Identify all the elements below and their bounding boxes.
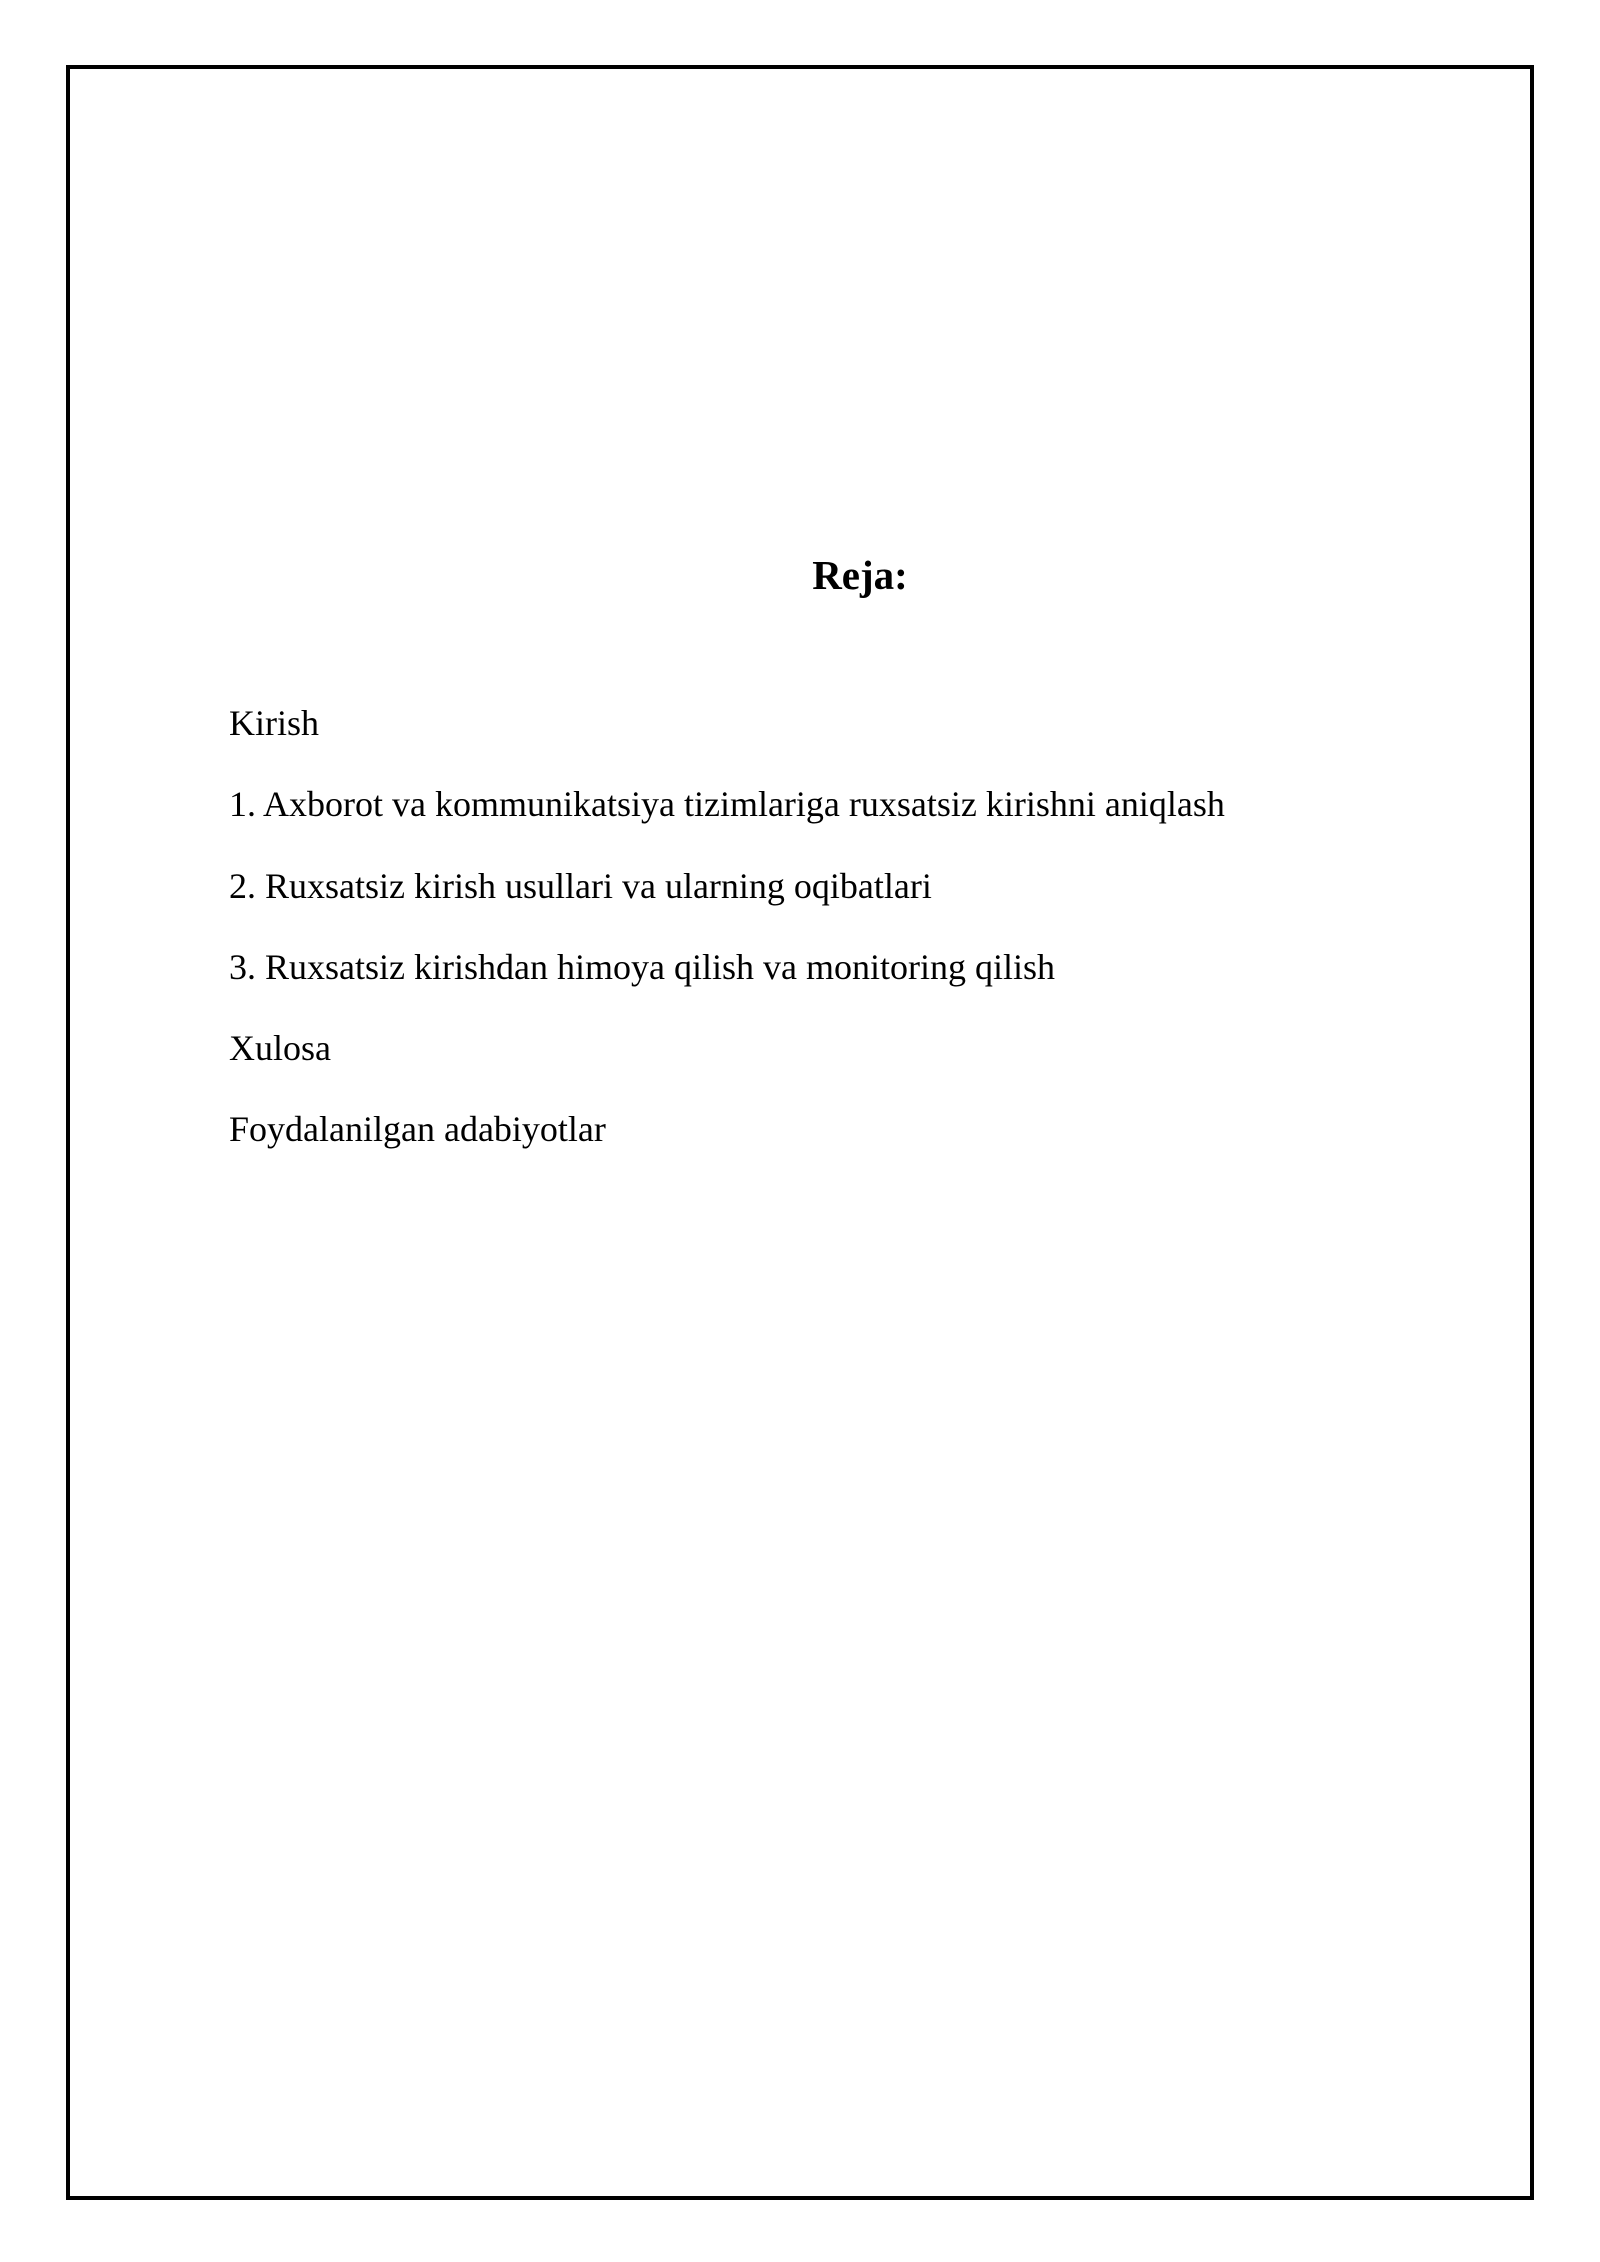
plan-item-references: Foydalanilgan adabiyotlar (229, 1109, 606, 1150)
plan-item-3: 3. Ruxsatsiz kirishdan himoya qilish va monitoring qilish (229, 946, 1055, 987)
plan-item-conclusion: Xulosa (229, 1028, 331, 1069)
page-title: Reja: (812, 552, 908, 598)
plan-item-1: 1. Axborot va kommunikatsiya tizimlariga ruxsatsiz kirishni aniqlash (229, 784, 1225, 825)
plan-item-2: 2. Ruxsatsiz kirish usullari va ularning oqibatlari (229, 865, 932, 906)
plan-item-introduction: Kirish (229, 703, 319, 743)
plan-list (229, 700, 1225, 1188)
